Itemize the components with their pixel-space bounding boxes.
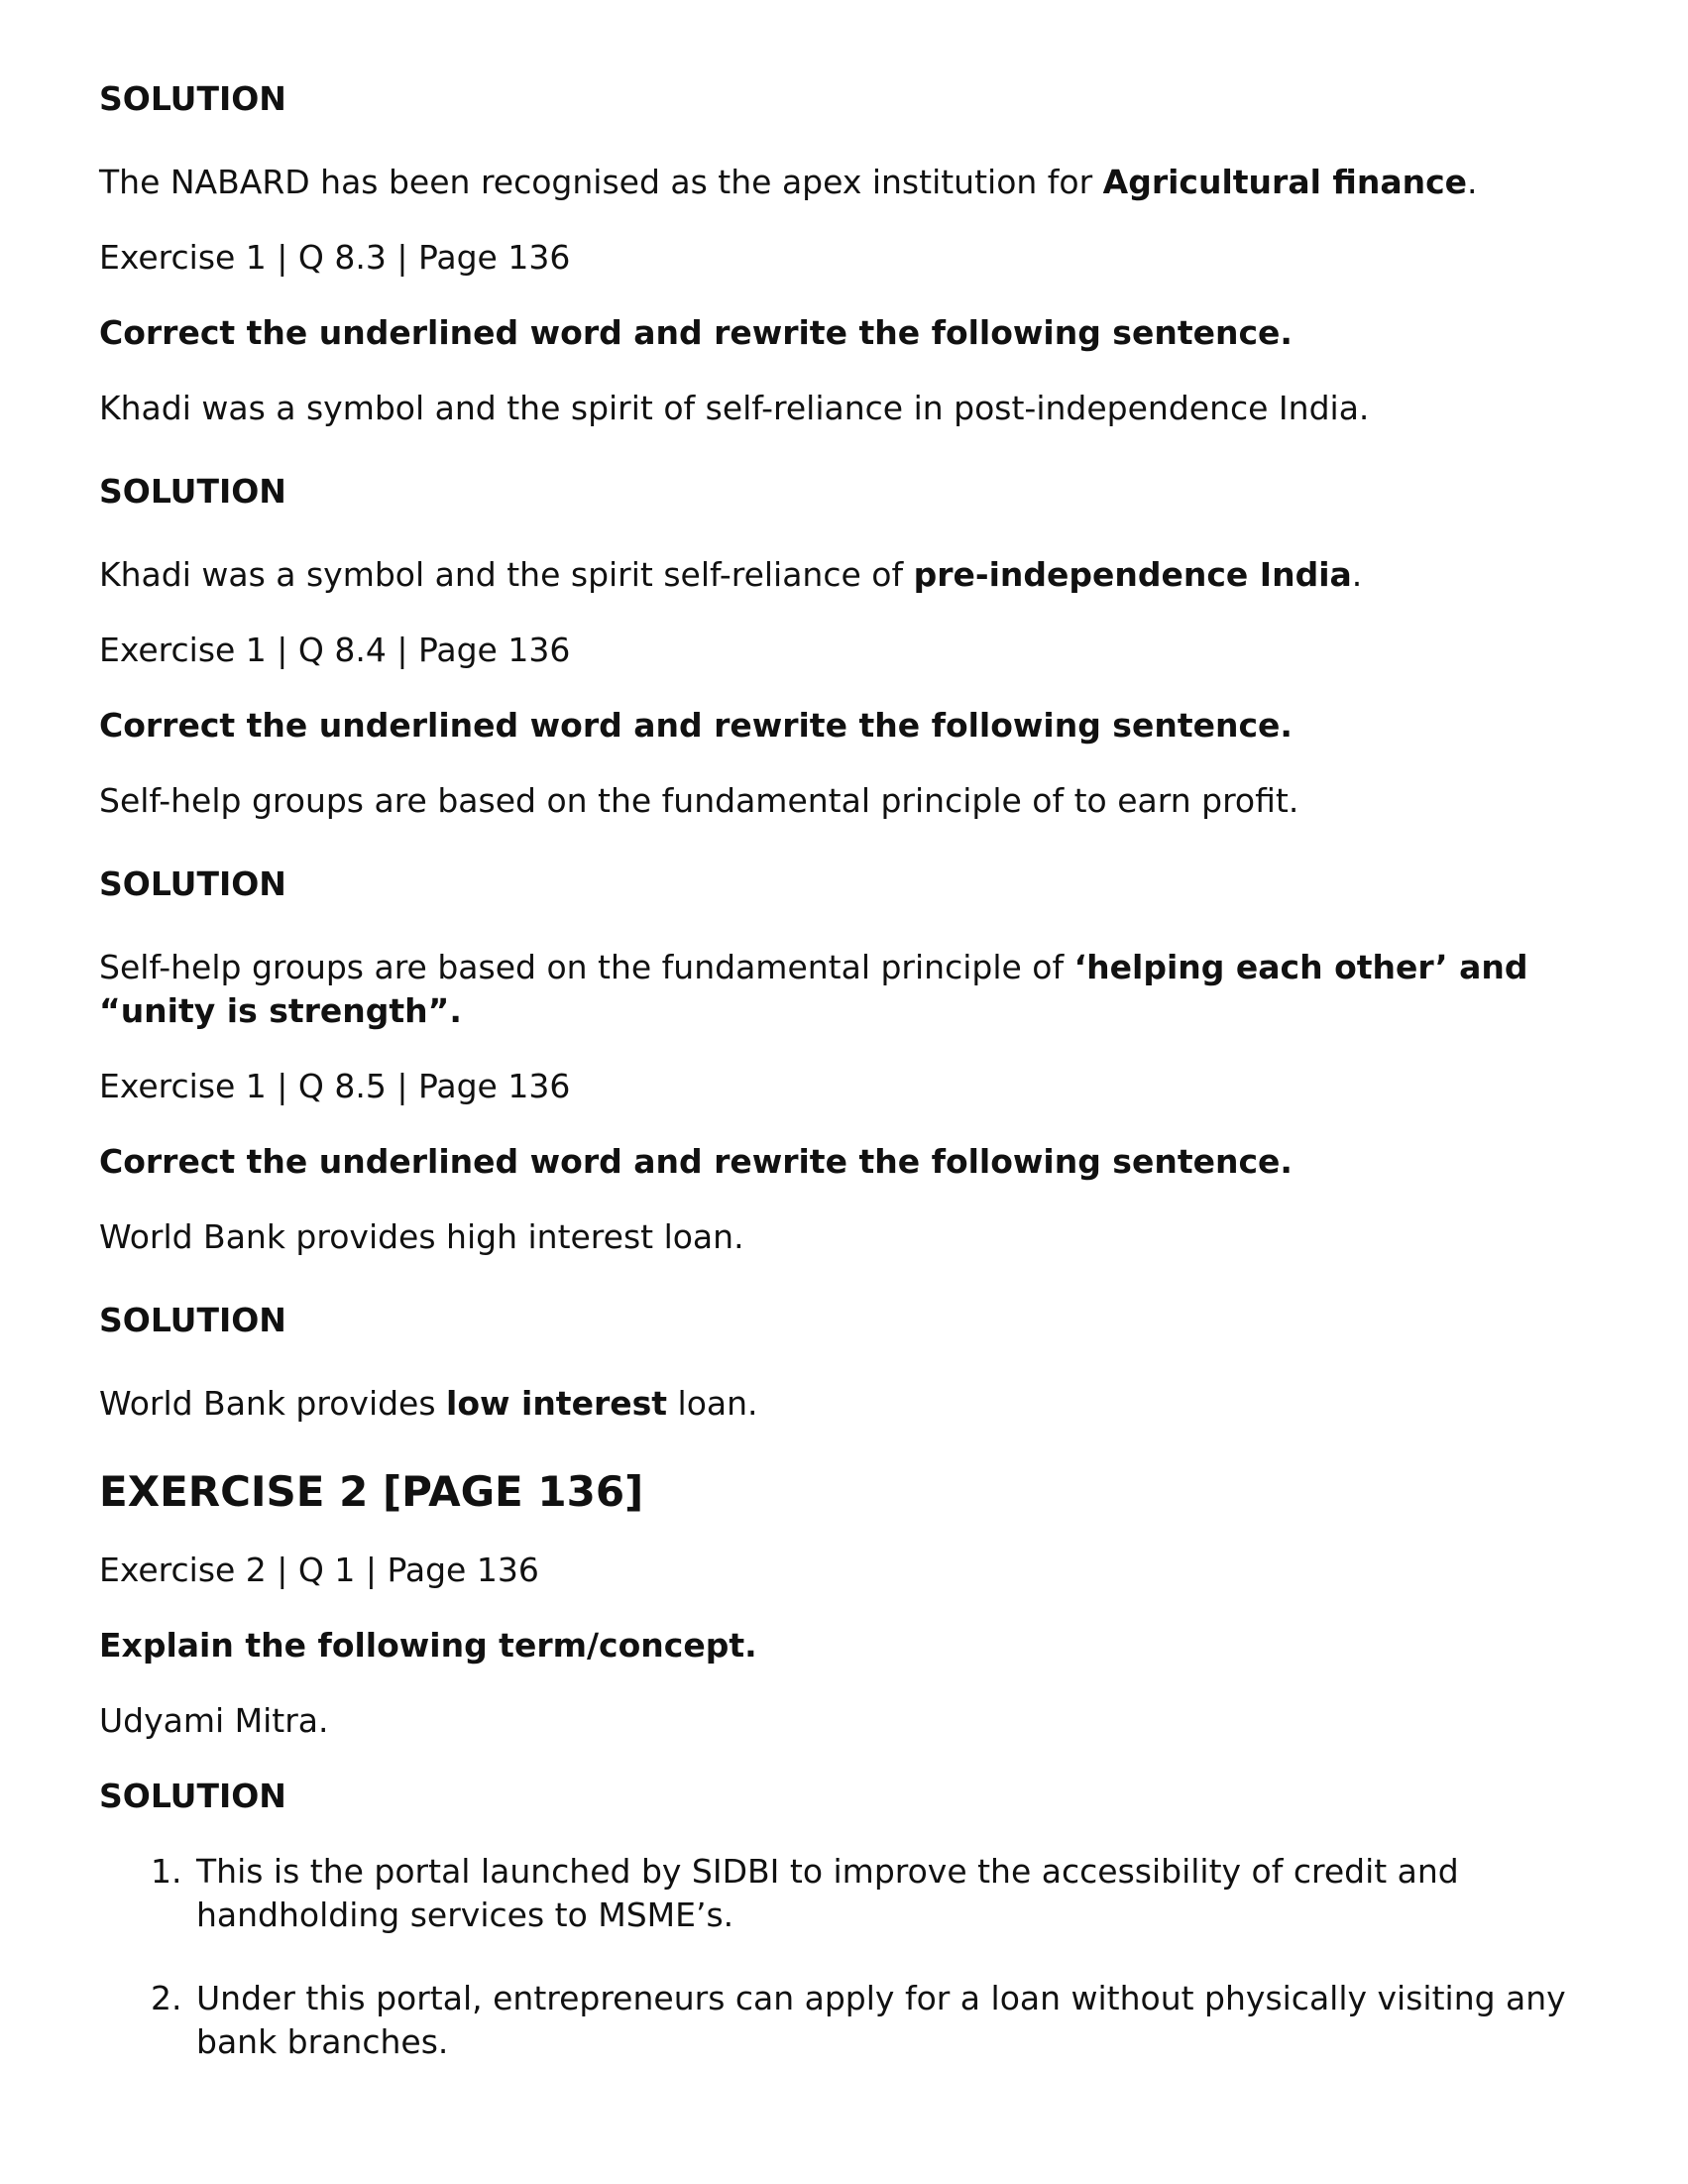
solution-point: 2. Under this portal, entrepreneurs can apply for a loan without physically visiting any bank branches. bbox=[192, 1977, 1606, 2064]
answer-text-plain: World Bank provides bbox=[99, 1384, 447, 1423]
question-instruction: Correct the underlined word and rewrite the following sentence. bbox=[99, 1142, 1293, 1181]
question-term: Udyami Mitra. bbox=[99, 1701, 329, 1740]
solution-label: SOLUTION bbox=[99, 472, 286, 511]
solution-label: SOLUTION bbox=[99, 79, 286, 118]
document-page bbox=[99, 77, 1606, 2104]
answer-text-plain: The NABARD has been recognised as the apex institution for bbox=[99, 163, 1103, 201]
exercise-heading: EXERCISE 2 [PAGE 136] bbox=[99, 1467, 644, 1516]
solution-label: SOLUTION bbox=[99, 1301, 286, 1339]
question-reference[interactable]: Exercise 1 | Q 8.3 | Page 136 bbox=[99, 238, 571, 277]
solution-point: 1. This is the portal launched by SIDBI to improve the accessibility of credit and handholding services to MSME’s. bbox=[192, 1850, 1606, 1937]
solution-points-list bbox=[99, 1850, 1606, 2064]
question-sentence: World Bank provides high interest loan. bbox=[99, 1217, 744, 1256]
answer-text bbox=[99, 553, 1606, 597]
answer-text-bold: ‘helping each other’ and “unity is strength”. bbox=[99, 948, 1528, 1030]
question-sentence: Self-help groups are based on the fundamental principle of to earn profit. bbox=[99, 781, 1299, 820]
answer-text-end: . bbox=[1351, 555, 1363, 594]
question-reference[interactable]: Exercise 2 | Q 1 | Page 136 bbox=[99, 1551, 539, 1589]
solution-label: SOLUTION bbox=[99, 1777, 286, 1815]
question-instruction: Explain the following term/concept. bbox=[99, 1626, 757, 1665]
solution-label: SOLUTION bbox=[99, 864, 286, 903]
answer-text bbox=[99, 946, 1606, 1033]
question-reference[interactable]: Exercise 1 | Q 8.4 | Page 136 bbox=[99, 631, 571, 669]
answer-text-bold: pre-independence India bbox=[913, 555, 1352, 594]
answer-text bbox=[99, 161, 1606, 204]
question-sentence: Khadi was a symbol and the spirit of self-reliance in post-independence India. bbox=[99, 389, 1370, 427]
answer-text-end: . bbox=[1467, 163, 1478, 201]
question-instruction: Correct the underlined word and rewrite the following sentence. bbox=[99, 313, 1293, 352]
question-instruction: Correct the underlined word and rewrite the following sentence. bbox=[99, 706, 1293, 745]
answer-text-end: loan. bbox=[667, 1384, 758, 1423]
answer-text bbox=[99, 1382, 1606, 1426]
answer-text-bold: low interest bbox=[446, 1384, 668, 1423]
answer-text-plain: Khadi was a symbol and the spirit self-reliance of bbox=[99, 555, 914, 594]
answer-text-plain: Self-help groups are based on the fundamental principle of bbox=[99, 948, 1074, 986]
question-reference[interactable]: Exercise 1 | Q 8.5 | Page 136 bbox=[99, 1067, 571, 1105]
answer-text-bold: Agricultural finance bbox=[1102, 163, 1468, 201]
